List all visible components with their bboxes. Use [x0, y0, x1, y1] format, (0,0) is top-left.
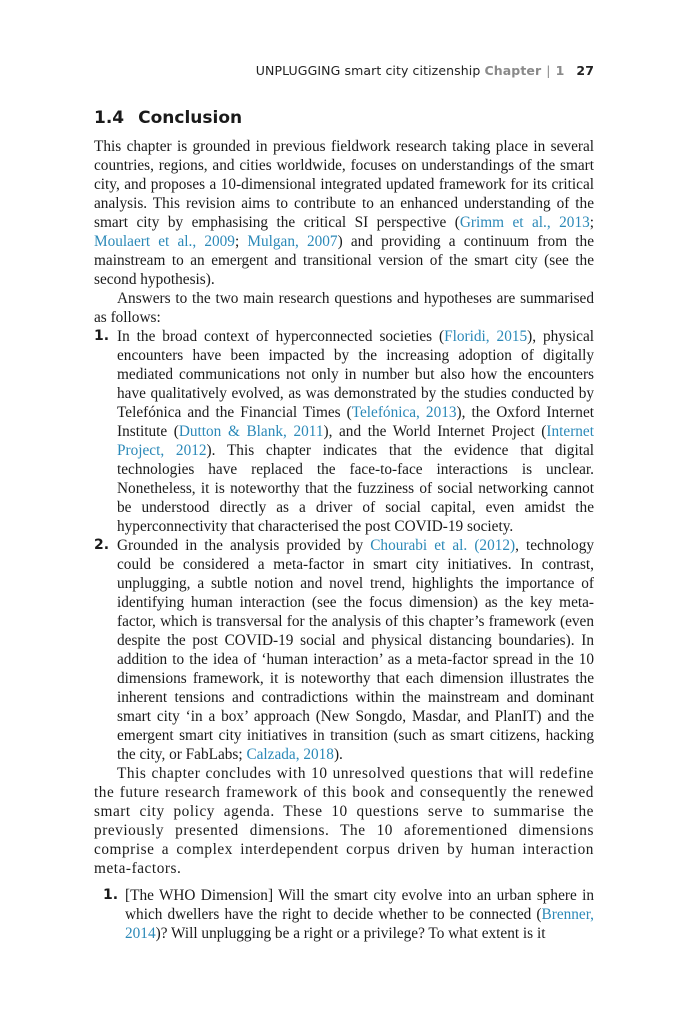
answers-list — [94, 327, 594, 764]
intro-text: ) and providing a continuum from the mainstream to an emergent and transitional version of the smart city (see the second hypothesis). — [94, 233, 594, 288]
citation-link[interactable]: Brenner, 2014 — [125, 906, 594, 942]
item-text: , technology could be considered a meta-factor in smart city initiatives. In contrast, unplugging, a subtle notion and novel trend, highlights the importance of identifying human interaction (see the focus dimension) as the key meta-factor, which is transversal for the analysis of this chapter’s framework (even despite the post COVID-19 social and physical distancing boundaries). In addition to the idea of ‘human interaction’ as a meta-factor spread in the 10 dimensions framework, it is noteworthy that each dimension illustrates the inherent tensions and contradictions within the mainstream and dominant smart city ‘in a box’ approach (New Songdo, Masdar, and PlanIT) and the emergent smart city initiatives in transition (such as smart citizens, hacking the city, or FabLabs; — [117, 537, 594, 763]
list-number: 1. — [103, 887, 119, 903]
intro-text: This chapter is grounded in previous fieldwork research taking place in several countries, regions, and cities worldwide, focuses on understandings of the smart city, and proposes a 10-dimensional integrated updated framework for its critical analysis. This revision aims to contribute to an enhanced understanding of the smart city by emphasising the critical SI perspective ( — [94, 138, 594, 231]
item-text: [The WHO Dimension] Will the smart city evolve into an urban sphere in which dwellers have the right to decide whether to be connected ( — [125, 887, 594, 923]
list-number: 1. — [94, 328, 110, 344]
citation-link[interactable]: Dutton & Blank, 2011 — [178, 423, 324, 440]
item-text: In the broad context of hyperconnected societies ( — [117, 328, 445, 345]
questions-list — [94, 886, 594, 943]
citation-link[interactable]: Moulaert et al., 2009 — [94, 233, 235, 250]
intro-paragraph — [94, 137, 594, 289]
section-title: Conclusion — [138, 108, 243, 128]
section-number: 1.4 — [94, 108, 125, 128]
section-heading — [94, 108, 242, 128]
page-number: 27 — [576, 63, 594, 78]
item-text: ). This chapter indicates that the evidence that digital technologies have replaced the face-to-face interactions is unclear. Nonetheless, it is noteworthy that the fuzziness of social networking cannot be understood directly as a driver of social capital, even amidst the hyperconnectivity that characterised the post COVID-19 society. — [117, 442, 594, 535]
header-title: UNPLUGGING smart city citizenship — [255, 63, 481, 78]
intro-text: ; — [589, 214, 594, 231]
citation-link[interactable]: Mulgan, 2007 — [247, 233, 338, 250]
item-text: Grounded in the analysis provided by — [117, 537, 371, 554]
citation-link[interactable]: Floridi, 2015 — [444, 328, 528, 345]
citation-link[interactable]: Grimm et al., 2013 — [459, 214, 590, 231]
item-text: )? Will unplugging be a right or a privilege? To what extent is it — [155, 925, 546, 942]
header-chapter-number: 1 — [555, 63, 565, 78]
item-text: ), physical encounters have been impacted by the increasing adoption of digitally mediated communications not only in number but also how the encounters have qualitatively evolved, as was demonstrated by the studies conducted by Telefónica and the Financial Times ( — [117, 328, 594, 421]
intro-text: ; — [234, 233, 248, 250]
conclusion-paragraph: This chapter concludes with 10 unresolved questions that will redefine the future research framework of this book and consequently the renewed smart city policy agenda. These 10 questions serve to summarise the previously presented dimensions. The 10 aforementioned dimensions comprise a complex interdependent corpus driven by human interaction meta-factors. — [94, 765, 594, 877]
list-item — [94, 327, 594, 536]
list-number: 2. — [94, 537, 110, 553]
header-separator: | — [546, 63, 551, 78]
body-text — [94, 137, 594, 943]
item-text: ). — [333, 746, 343, 763]
list-item — [94, 886, 594, 943]
citation-link[interactable]: Calzada, 2018 — [246, 746, 334, 763]
list-item — [94, 536, 594, 764]
running-head — [256, 63, 594, 78]
citation-link[interactable]: Internet Project, 2012 — [117, 423, 594, 459]
header-chapter-label: Chapter — [484, 63, 542, 78]
citation-link[interactable]: Telefónica, 2013 — [351, 404, 457, 421]
item-text: ), the Oxford Internet Institute ( — [117, 404, 594, 440]
item-text: ), and the World Internet Project ( — [323, 423, 547, 440]
citation-link[interactable]: Chourabi et al. (2012) — [370, 537, 516, 554]
answers-intro: Answers to the two main research questions and hypotheses are summarised as follows: — [94, 290, 594, 326]
